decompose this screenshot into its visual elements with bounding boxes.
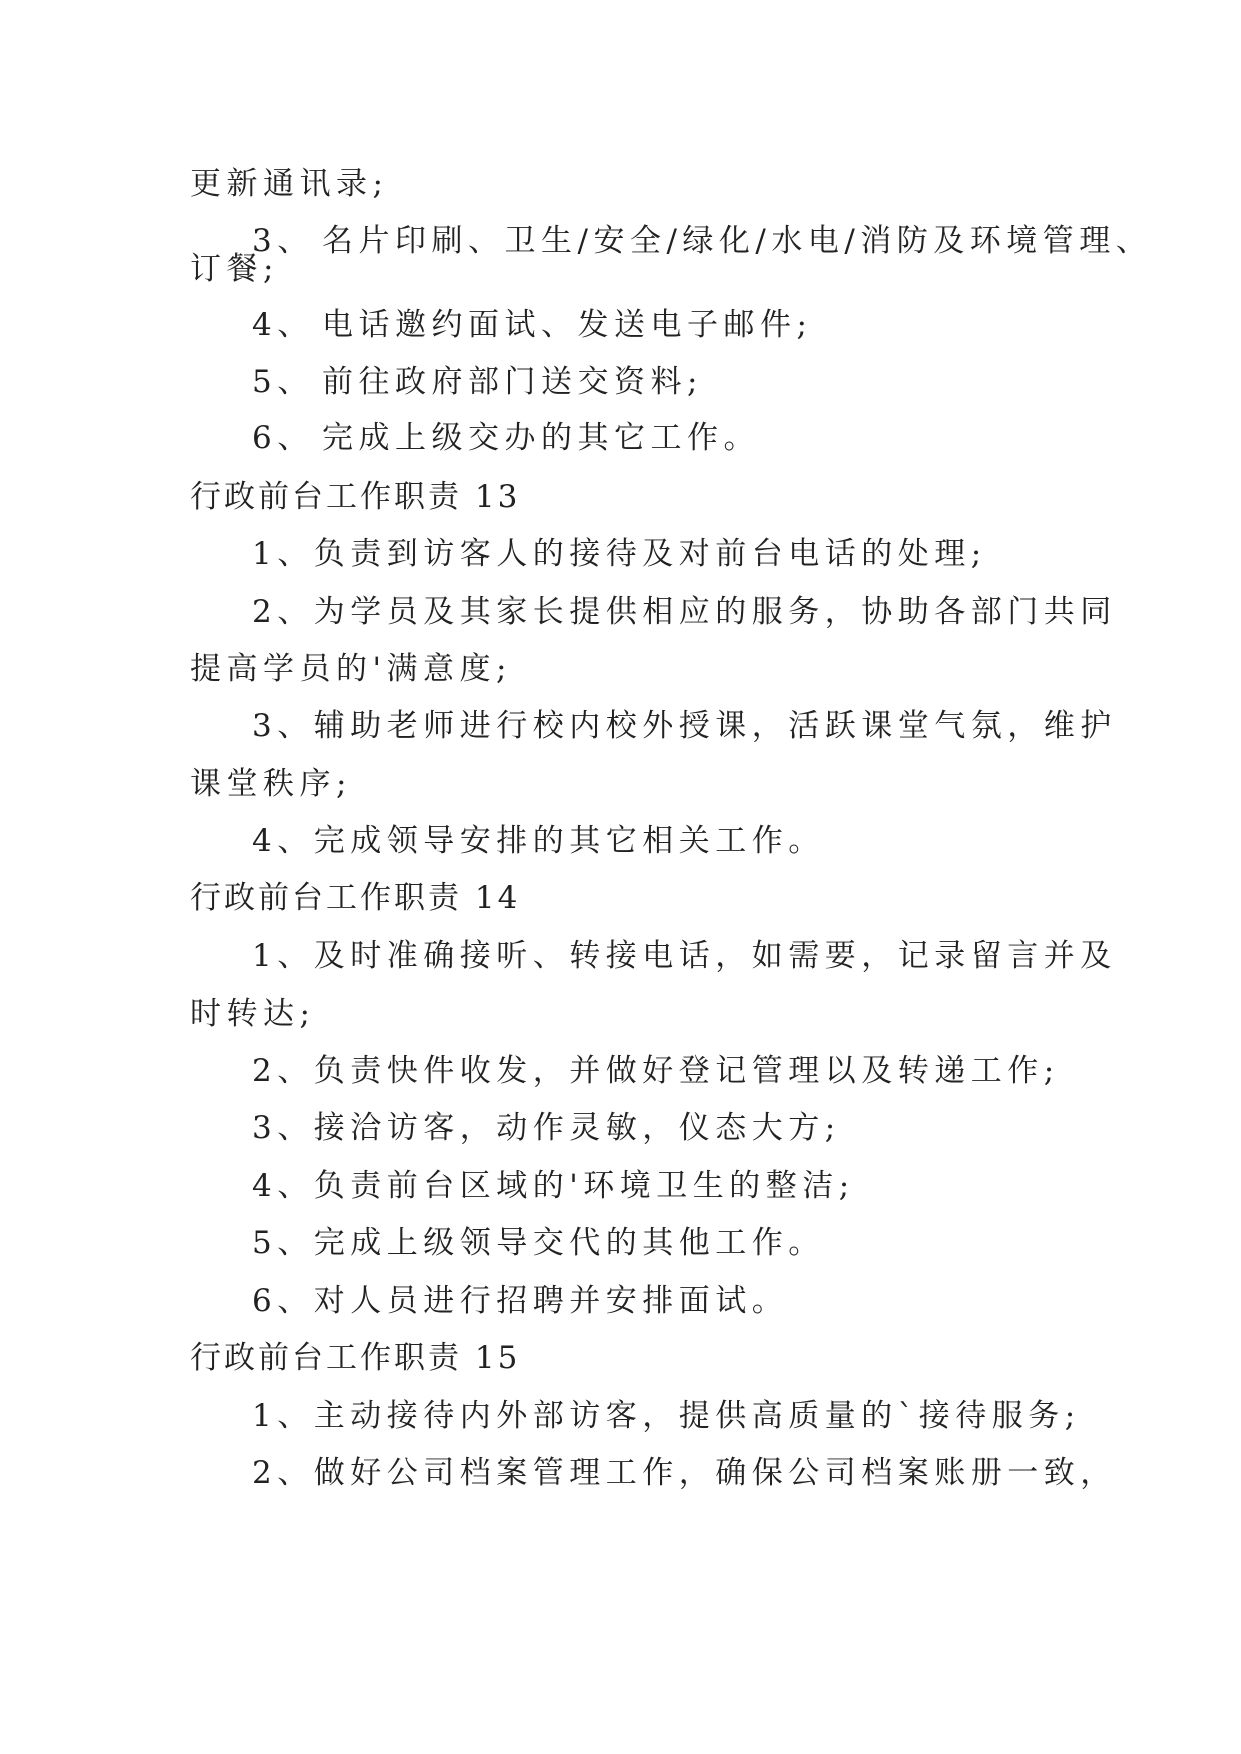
list-item: 3、接洽访客，动作灵敏，仪态大方; (252, 1110, 841, 1146)
section-heading: 行政前台工作职责 14 (190, 880, 521, 916)
list-item: 2、为学员及其家长提供相应的服务，协助各部门共同 (252, 594, 1117, 630)
list-item: 4、完成领导安排的其它相关工作。 (252, 823, 825, 859)
list-item: 1、负责到访客人的接待及对前台电话的处理; (252, 536, 987, 572)
list-item: 5、完成上级领导交代的其他工作。 (252, 1225, 825, 1261)
list-item (252, 221, 1152, 261)
list-number: 4、 (252, 307, 314, 343)
list-item: 6、对人员进行招聘并安排面试。 (252, 1283, 789, 1319)
list-text: 完成上级交办的其它工作。 (322, 420, 760, 456)
paragraph-line: 时转达; (190, 996, 316, 1032)
list-item: 2、做好公司档案管理工作，确保公司档案账册一致， (252, 1455, 1117, 1491)
list-item: 2、负责快件收发，并做好登记管理以及转递工作; (252, 1053, 1060, 1089)
list-number: 3、 (252, 223, 314, 259)
list-item: 1、及时准确接听、转接电话，如需要，记录留言并及 (252, 938, 1117, 974)
list-item (252, 418, 760, 458)
list-item (252, 305, 812, 345)
list-number: 6、 (252, 420, 314, 456)
paragraph-line: 更新通讯录; (190, 166, 389, 202)
list-text: 前往政府部门送交资料; (322, 364, 703, 400)
paragraph-line: 订餐; (190, 251, 279, 287)
list-number: 5、 (252, 364, 314, 400)
section-heading: 行政前台工作职责 13 (190, 479, 521, 515)
list-item: 4、负责前台区域的'环境卫生的整洁; (252, 1168, 855, 1204)
list-item (252, 362, 703, 402)
paragraph-line: 课堂秩序; (190, 766, 352, 802)
list-text: 名片印刷、卫生/安全/绿化/水电/消防及环境管理、 (322, 223, 1153, 259)
section-heading: 行政前台工作职责 15 (190, 1340, 521, 1376)
list-item: 3、辅助老师进行校内校外授课，活跃课堂气氛，维护 (252, 708, 1117, 744)
list-item: 1、主动接待内外部访客，提供高质量的`接待服务; (252, 1398, 1081, 1434)
list-text: 电话邀约面试、发送电子邮件; (322, 307, 813, 343)
paragraph-line: 提高学员的'满意度; (190, 651, 512, 687)
